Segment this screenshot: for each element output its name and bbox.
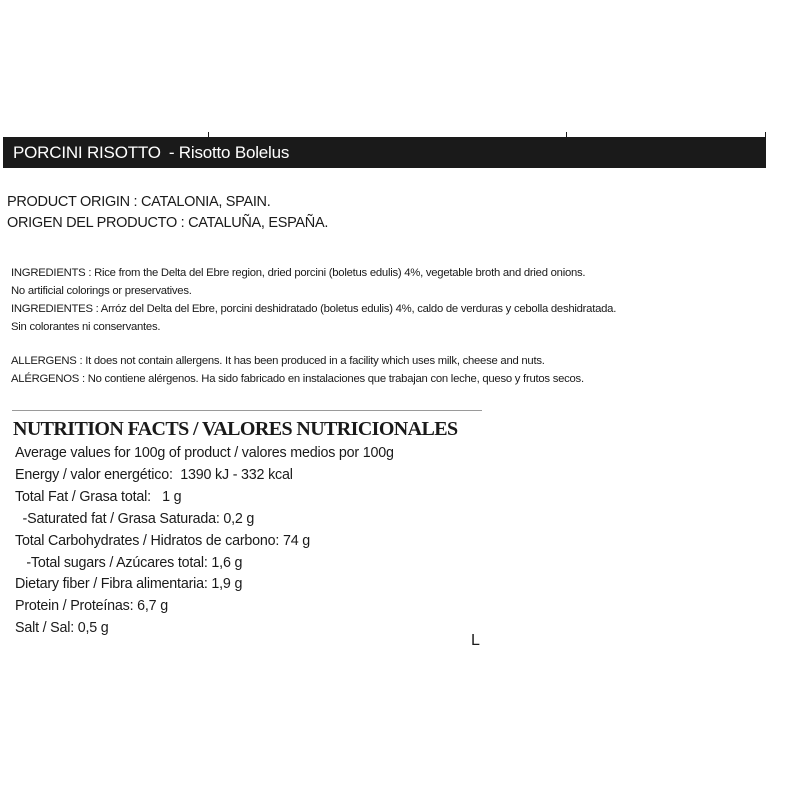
product-subtitle: - Risotto Bolelus xyxy=(168,142,290,162)
nutrition-subheading: Average values for 100g of product / valores medios por 100g xyxy=(15,445,394,461)
product-title-bar xyxy=(3,137,766,168)
nutrition-row: Total Fat / Grasa total: 1 g xyxy=(15,488,182,505)
ingredients-section xyxy=(11,264,781,336)
nutrition-row: Energy / valor energético: 1390 kJ - 332 kcal xyxy=(15,466,293,483)
allergens-section xyxy=(11,352,781,388)
ingredients-en: INGREDIENTS : Rice from the Delta del Ebre region, dried porcini (boletus edulis) 4%, vegetable broth and dried onions. xyxy=(11,267,586,279)
nutrition-row: -Saturated fat / Grasa Saturada: 0,2 g xyxy=(15,510,255,527)
nutrition-row: Dietary fiber / Fibra alimentaria: 1,9 g xyxy=(15,576,243,593)
nutrition-row: Total Carbohydrates / Hidratos de carbono: 74 g xyxy=(15,532,310,549)
product-origin xyxy=(7,192,767,234)
ingredients-es-note: Sin colorantes ni conservantes. xyxy=(11,321,161,333)
section-divider xyxy=(12,410,482,411)
ingredients-en-note: No artificial colorings or preservatives. xyxy=(11,285,192,297)
origin-en: PRODUCT ORIGIN : CATALONIA, SPAIN. xyxy=(7,194,271,210)
nutrition-table xyxy=(15,443,615,640)
lot-number-mark: L xyxy=(471,632,480,649)
product-name: PORCINI RISOTTO xyxy=(13,142,161,162)
allergens-en: ALLERGENS : It does not contain allergens. It has been produced in a facility which uses milk, cheese and nuts. xyxy=(11,355,545,367)
ingredients-es: INGREDIENTES : Arróz del Delta del Ebre, porcini deshidratado (boletus edulis) 4%, caldo de verduras y cebolla deshidratada. xyxy=(11,303,617,315)
nutrition-row: -Total sugars / Azúcares total: 1,6 g xyxy=(15,554,243,571)
nutrition-row: Salt / Sal: 0,5 g xyxy=(15,620,109,637)
allergens-es: ALÉRGENOS : No contiene alérgenos. Ha sido fabricado en instalaciones que trabajan con leche, queso y frutos secos. xyxy=(11,373,584,385)
nutrition-row: Protein / Proteínas: 6,7 g xyxy=(15,598,168,615)
nutrition-heading: NUTRITION FACTS / VALORES NUTRICIONALES xyxy=(13,418,458,440)
origin-es: ORIGEN DEL PRODUCTO : CATALUÑA, ESPAÑA. xyxy=(7,215,329,231)
